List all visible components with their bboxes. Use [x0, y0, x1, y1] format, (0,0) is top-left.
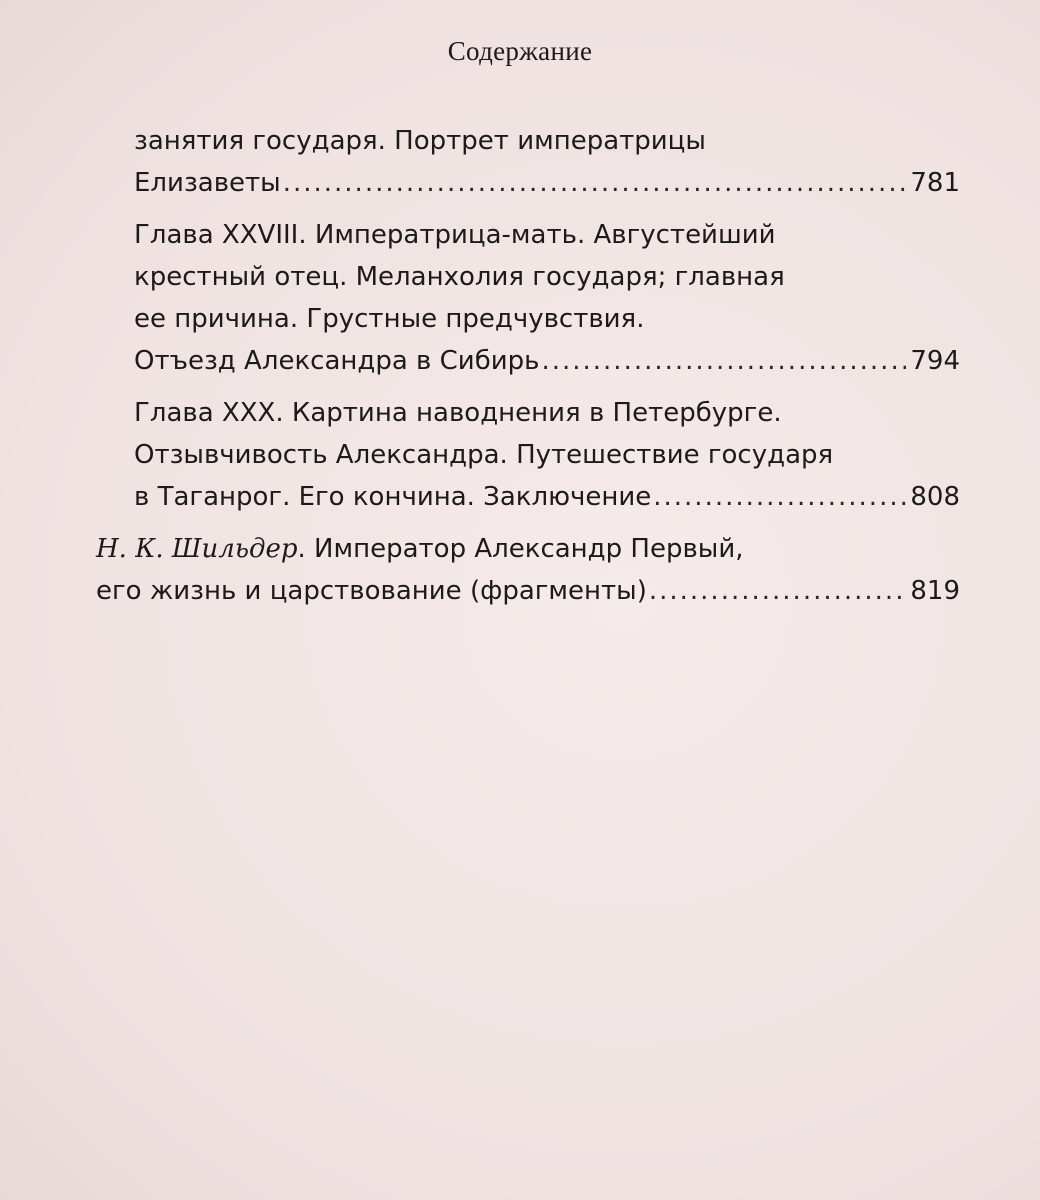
toc-entry-line: Глава XXVIII. Императрица-мать. Августейший	[134, 220, 776, 250]
page-number: 781	[910, 168, 960, 198]
toc-entry-last-line	[134, 162, 960, 204]
toc-entry-title-end: его жизнь и царствование (фрагменты)	[96, 576, 647, 606]
toc-entry	[134, 392, 960, 518]
toc-entry-line: ее причина. Грустные предчувствия.	[134, 304, 645, 334]
toc-entry-line: занятия государя. Портрет императрицы	[134, 126, 706, 156]
toc-entry	[134, 214, 960, 382]
toc-entry-title-end: Елизаветы	[134, 168, 281, 198]
toc-entry-title-end: в Таганрог. Его кончина. Заключение	[134, 482, 652, 512]
leader-dots	[653, 476, 906, 518]
leader-dots	[541, 340, 906, 382]
running-head: Содержание	[447, 36, 593, 66]
toc-entry-title-end: Отъезд Александра в Сибирь	[134, 346, 540, 376]
leader-dots	[649, 570, 907, 612]
toc-entry-line: крестный отец. Меланхолия государя; главная	[134, 262, 785, 292]
toc-entry-line: Глава XXX. Картина наводнения в Петербурге.	[134, 398, 782, 428]
toc-entry-line	[96, 528, 960, 570]
table-of-contents	[0, 120, 1040, 612]
toc-entry-last-line	[96, 570, 960, 612]
page-number: 819	[910, 576, 960, 606]
toc-entry-author	[96, 528, 960, 612]
work-title-start: . Император Александр Первый,	[297, 534, 744, 564]
toc-entry-last-line	[134, 476, 960, 518]
toc-entry-last-line	[134, 340, 960, 382]
page-number: 808	[910, 482, 960, 512]
leader-dots	[283, 162, 907, 204]
toc-entry	[134, 120, 960, 204]
page-number: 794	[910, 346, 960, 376]
toc-entry-line: Отзывчивость Александра. Путешествие государя	[134, 440, 834, 470]
author-name: Н. К. Шильдер	[96, 534, 298, 564]
